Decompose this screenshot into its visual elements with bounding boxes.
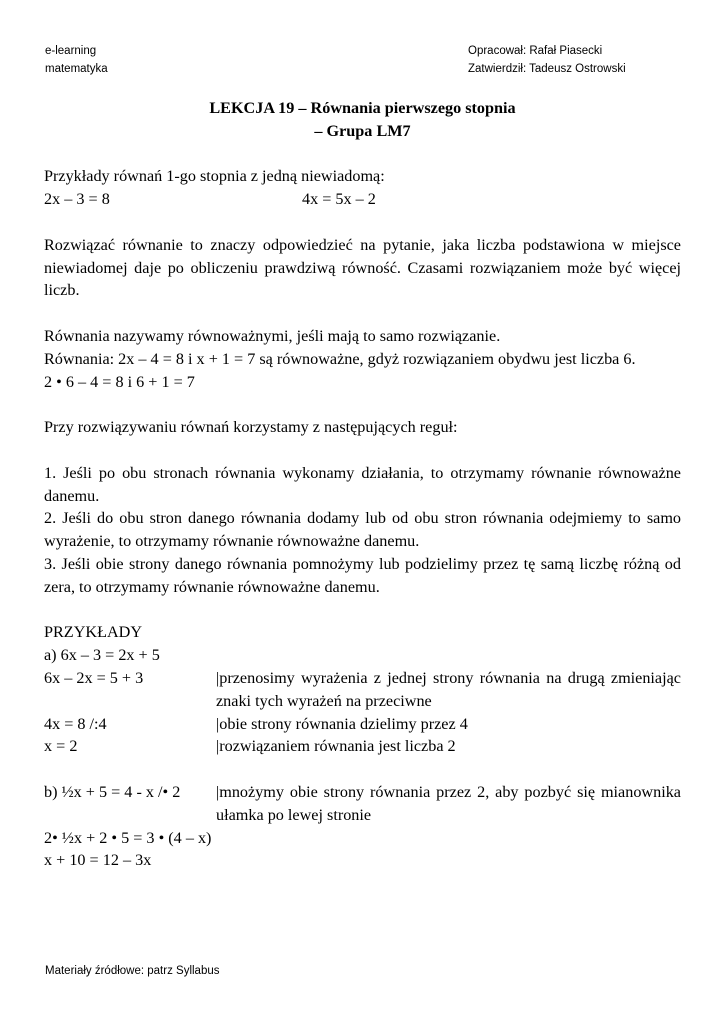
header-left [45, 42, 108, 78]
step-note: |mnożymy obie strony równania przez 2, aby pozbyć się mianownika ułamka po lewej stronie [216, 782, 681, 824]
rule-2: 2. Jeśli do obu stron danego równania dodamy lub od obu stron równania odejmiemy to samo wyrażenie, to otrzymamy równanie równoważne danemu. [44, 509, 681, 551]
example-a-step-1 [44, 667, 681, 713]
example-a-step-2 [44, 713, 681, 736]
step-expression: b) ½x + 5 = 4 - x /• 2 [44, 782, 181, 801]
intro-example-2: 4x = 5x – 2 [302, 190, 376, 209]
header-approver: Zatwierdził: Tadeusz Ostrowski [468, 63, 626, 75]
example-b-line-3: x + 10 = 12 – 3x [44, 851, 152, 870]
example-a-step-3 [44, 735, 681, 758]
rules-intro: Przy rozwiązywaniu równań korzystamy z następujących reguł: [44, 418, 458, 437]
title-line-2: – Grupa LM7 [314, 121, 411, 140]
header-course: e-learning [45, 45, 97, 57]
header-right [468, 42, 626, 78]
examples-heading: PRZYKŁADY [44, 623, 143, 642]
lesson-title [44, 97, 681, 143]
footer-sources: Materiały źródłowe: patrz Syllabus [45, 965, 220, 977]
step-expression: 4x = 8 /:4 [44, 714, 107, 733]
step-expression: x = 2 [44, 737, 78, 756]
intro-example-1: 2x – 3 = 8 [44, 190, 110, 209]
step-note: |rozwiązaniem równania jest liczba 2 [216, 737, 456, 756]
example-b-line-2: 2• ½x + 2 • 5 = 3 • (4 – x) [44, 828, 212, 847]
title-line-1: LEKCJA 19 – Równania pierwszego stopnia [209, 99, 516, 117]
step-expression: 6x – 2x = 5 + 3 [44, 668, 144, 687]
equivalent-line-1: Równania nazywamy równoważnymi, jeśli mają to samo rozwiązanie. [44, 326, 501, 345]
rule-1: 1. Jeśli po obu stronach równania wykonamy działania, to otrzymamy równanie równoważne danemu. [44, 463, 681, 505]
rule-3: 3. Jeśli obie strony danego równania pomnożymy lub podzielimy przez tę samą liczbę różną od zera, to otrzymamy równanie równoważne danemu. [44, 554, 681, 596]
step-note: |obie strony równania dzielimy przez 4 [216, 714, 468, 733]
equivalent-line-2: Równania: 2x – 4 = 8 i x + 1 = 7 są równoważne, gdyż rozwiązaniem obydwu jest liczba 6. [44, 349, 636, 368]
example-b-equation [44, 781, 681, 827]
header-subject: matematyka [45, 63, 108, 75]
equivalent-line-3: 2 • 6 – 4 = 8 i 6 + 1 = 7 [44, 372, 195, 391]
document-body [44, 97, 681, 872]
intro-examples [44, 188, 681, 211]
header-author: Opracował: Rafał Piasecki [468, 45, 603, 57]
step-note: |przenosimy wyrażenia z jednej strony równania na drugą zmieniając znaki tych wyrażeń na przeciwne [216, 668, 681, 710]
example-a-equation: a) 6x – 3 = 2x + 5 [44, 646, 160, 665]
intro-text: Przykłady równań 1-go stopnia z jedną niewiadomą: [44, 167, 385, 186]
definition-paragraph: Rozwiązać równanie to znaczy odpowiedzieć na pytanie, jaka liczba podstawiona w miejsce niewiadomej daje po obliczeniu prawdziwą równość. Czasami rozwiązaniem może być więcej liczb. [44, 235, 681, 300]
